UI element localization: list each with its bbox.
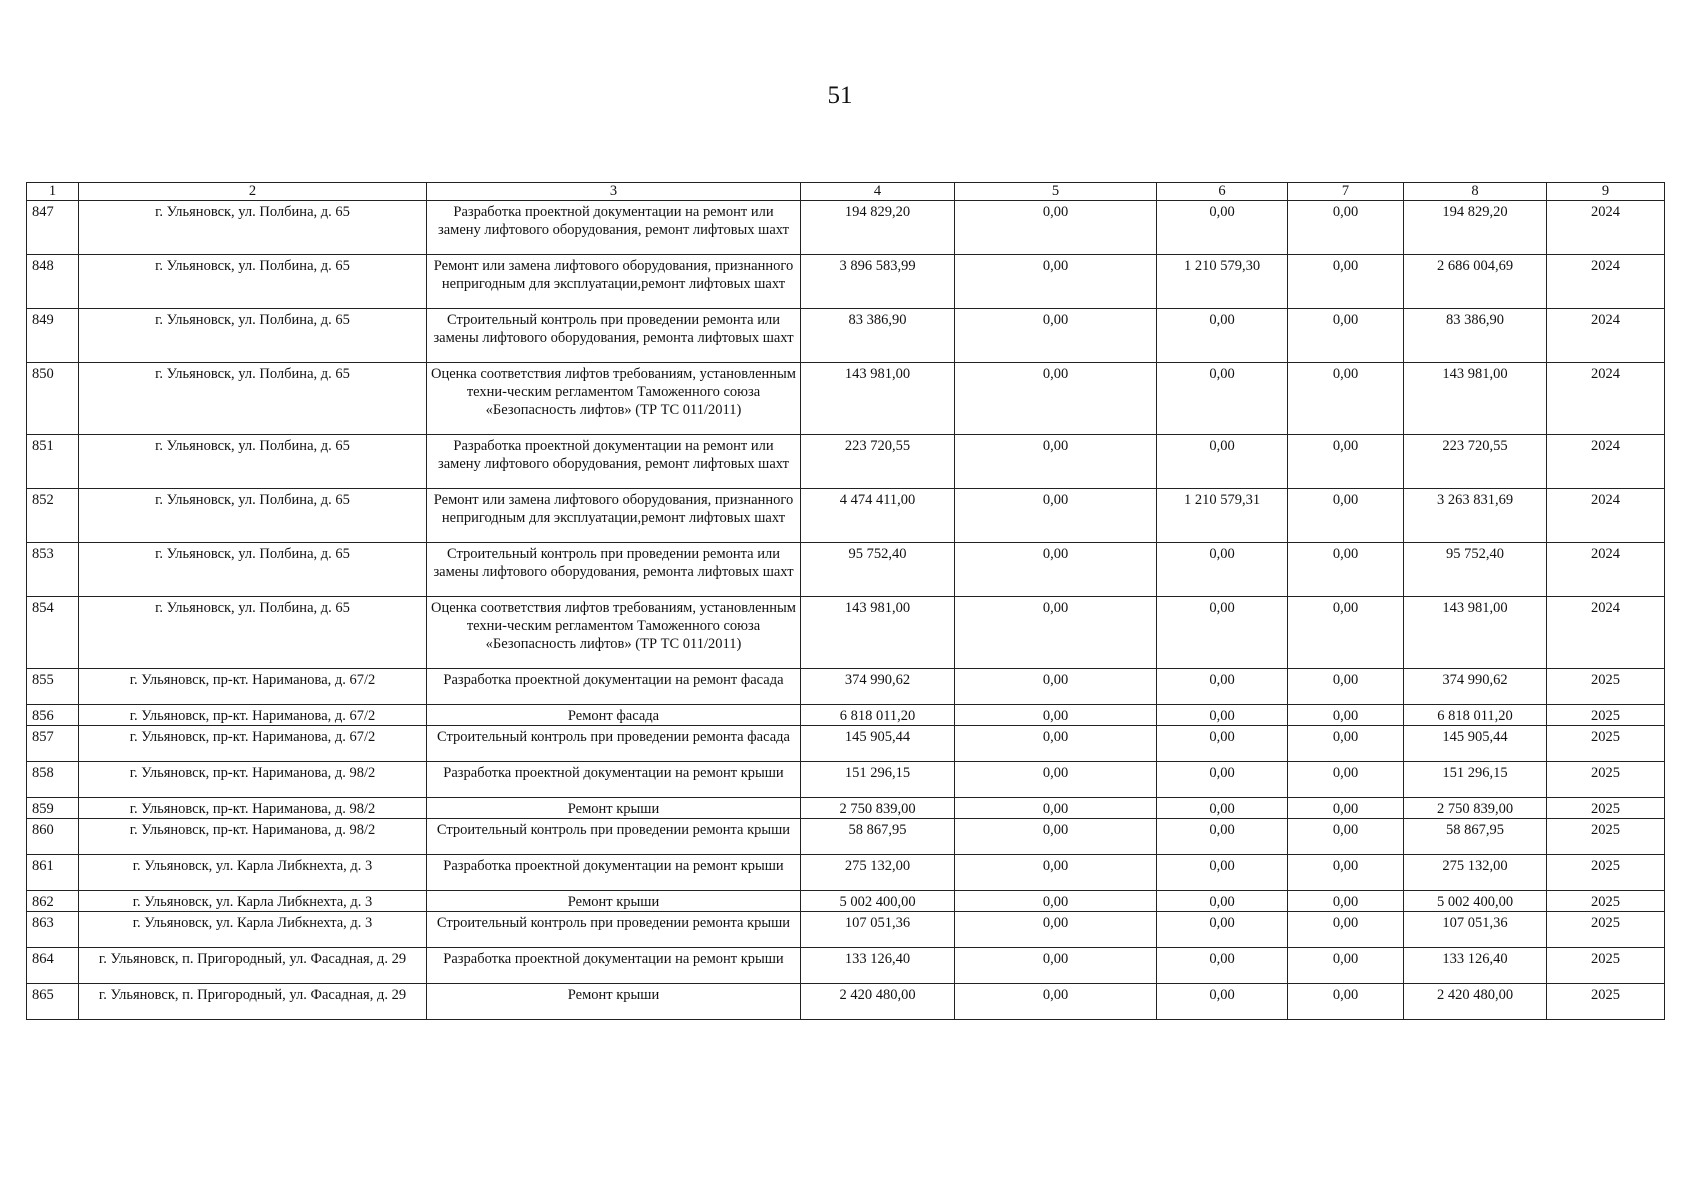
- cell-total-cost: 374 990,62: [801, 669, 955, 705]
- cell-row-number: 853: [27, 543, 79, 597]
- table-row: [27, 705, 1665, 726]
- cell-col-8-value: 133 126,40: [1404, 948, 1547, 984]
- cell-work-type: Разработка проектной документации на ремонт или замену лифтового оборудования, ремонт лифтовых шахт: [427, 201, 801, 255]
- page-number: 51: [827, 82, 853, 109]
- table-row: [27, 669, 1665, 705]
- cell-year: 2025: [1547, 855, 1665, 891]
- cell-row-number: 859: [27, 798, 79, 819]
- cell-col-6-value: 0,00: [1157, 948, 1288, 984]
- cell-col-8-value: 143 981,00: [1404, 597, 1547, 669]
- cell-col-7-value: 0,00: [1288, 489, 1404, 543]
- cell-work-type: Разработка проектной документации на ремонт крыши: [427, 948, 801, 984]
- cell-col-5-value: 0,00: [955, 255, 1157, 309]
- cell-work-type: Ремонт крыши: [427, 891, 801, 912]
- cell-row-number: 856: [27, 705, 79, 726]
- table-row: [27, 984, 1665, 1020]
- cell-col-5-value: 0,00: [955, 309, 1157, 363]
- cell-work-type: Строительный контроль при проведении ремонта или замены лифтового оборудования, ремонта лифтовых шахт: [427, 309, 801, 363]
- cell-address: г. Ульяновск, ул. Полбина, д. 65: [79, 543, 427, 597]
- cell-col-7-value: 0,00: [1288, 912, 1404, 948]
- cell-row-number: 864: [27, 948, 79, 984]
- cell-col-8-value: 2 420 480,00: [1404, 984, 1547, 1020]
- cell-work-type: Разработка проектной документации на ремонт фасада: [427, 669, 801, 705]
- table-row: [27, 948, 1665, 984]
- cell-year: 2024: [1547, 363, 1665, 435]
- cell-work-type: Разработка проектной документации на ремонт крыши: [427, 762, 801, 798]
- table-row: [27, 435, 1665, 489]
- cell-row-number: 847: [27, 201, 79, 255]
- cell-work-type: Ремонт крыши: [427, 984, 801, 1020]
- cell-work-type: Ремонт или замена лифтового оборудования, признанного непригодным для эксплуатации,ремонт лифтовых шахт: [427, 489, 801, 543]
- table-row: [27, 309, 1665, 363]
- column-header-6: 6: [1157, 183, 1288, 201]
- cell-col-7-value: 0,00: [1288, 201, 1404, 255]
- table-header-row: [27, 183, 1665, 201]
- cell-col-6-value: 0,00: [1157, 762, 1288, 798]
- cell-col-7-value: 0,00: [1288, 597, 1404, 669]
- cell-col-8-value: 275 132,00: [1404, 855, 1547, 891]
- cell-row-number: 855: [27, 669, 79, 705]
- cell-col-7-value: 0,00: [1288, 435, 1404, 489]
- cell-total-cost: 58 867,95: [801, 819, 955, 855]
- cell-year: 2025: [1547, 948, 1665, 984]
- cell-col-7-value: 0,00: [1288, 726, 1404, 762]
- cell-total-cost: 95 752,40: [801, 543, 955, 597]
- works-table: [26, 182, 1665, 1020]
- cell-year: 2025: [1547, 819, 1665, 855]
- cell-total-cost: 6 818 011,20: [801, 705, 955, 726]
- cell-address: г. Ульяновск, ул. Полбина, д. 65: [79, 435, 427, 489]
- cell-col-5-value: 0,00: [955, 705, 1157, 726]
- cell-col-6-value: 0,00: [1157, 363, 1288, 435]
- cell-col-5-value: 0,00: [955, 891, 1157, 912]
- cell-address: г. Ульяновск, пр-кт. Нариманова, д. 67/2: [79, 669, 427, 705]
- table-row: [27, 762, 1665, 798]
- cell-address: г. Ульяновск, п. Пригородный, ул. Фасадная, д. 29: [79, 948, 427, 984]
- cell-row-number: 858: [27, 762, 79, 798]
- cell-col-8-value: 5 002 400,00: [1404, 891, 1547, 912]
- table-row: [27, 255, 1665, 309]
- cell-row-number: 860: [27, 819, 79, 855]
- cell-address: г. Ульяновск, ул. Полбина, д. 65: [79, 201, 427, 255]
- cell-total-cost: 145 905,44: [801, 726, 955, 762]
- cell-year: 2025: [1547, 669, 1665, 705]
- cell-col-5-value: 0,00: [955, 363, 1157, 435]
- cell-address: г. Ульяновск, пр-кт. Нариманова, д. 98/2: [79, 762, 427, 798]
- cell-col-7-value: 0,00: [1288, 948, 1404, 984]
- cell-col-6-value: 0,00: [1157, 984, 1288, 1020]
- cell-col-7-value: 0,00: [1288, 669, 1404, 705]
- cell-row-number: 857: [27, 726, 79, 762]
- cell-row-number: 849: [27, 309, 79, 363]
- cell-col-5-value: 0,00: [955, 798, 1157, 819]
- cell-total-cost: 107 051,36: [801, 912, 955, 948]
- cell-address: г. Ульяновск, пр-кт. Нариманова, д. 67/2: [79, 705, 427, 726]
- cell-col-5-value: 0,00: [955, 543, 1157, 597]
- column-header-3: 3: [427, 183, 801, 201]
- cell-address: г. Ульяновск, ул. Полбина, д. 65: [79, 489, 427, 543]
- table-row: [27, 855, 1665, 891]
- cell-row-number: 852: [27, 489, 79, 543]
- cell-address: г. Ульяновск, ул. Полбина, д. 65: [79, 309, 427, 363]
- cell-row-number: 862: [27, 891, 79, 912]
- cell-address: г. Ульяновск, ул. Карла Либкнехта, д. 3: [79, 912, 427, 948]
- cell-col-8-value: 2 750 839,00: [1404, 798, 1547, 819]
- cell-col-5-value: 0,00: [955, 819, 1157, 855]
- cell-col-8-value: 3 263 831,69: [1404, 489, 1547, 543]
- cell-col-5-value: 0,00: [955, 948, 1157, 984]
- cell-work-type: Строительный контроль при проведении ремонта или замены лифтового оборудования, ремонта лифтовых шахт: [427, 543, 801, 597]
- cell-row-number: 865: [27, 984, 79, 1020]
- column-header-1: 1: [27, 183, 79, 201]
- cell-address: г. Ульяновск, п. Пригородный, ул. Фасадная, д. 29: [79, 984, 427, 1020]
- cell-row-number: 850: [27, 363, 79, 435]
- cell-col-7-value: 0,00: [1288, 855, 1404, 891]
- cell-work-type: Строительный контроль при проведении ремонта крыши: [427, 912, 801, 948]
- cell-year: 2024: [1547, 597, 1665, 669]
- cell-work-type: Оценка соответствия лифтов требованиям, установленным техни-ческим регламентом Таможенного союза «Безопасность лифтов» (ТР ТС 011/2011): [427, 597, 801, 669]
- cell-year: 2024: [1547, 201, 1665, 255]
- cell-col-7-value: 0,00: [1288, 891, 1404, 912]
- cell-col-7-value: 0,00: [1288, 762, 1404, 798]
- cell-address: г. Ульяновск, ул. Полбина, д. 65: [79, 597, 427, 669]
- cell-col-7-value: 0,00: [1288, 363, 1404, 435]
- table-row: [27, 891, 1665, 912]
- cell-col-6-value: 0,00: [1157, 669, 1288, 705]
- cell-work-type: Строительный контроль при проведении ремонта крыши: [427, 819, 801, 855]
- cell-year: 2024: [1547, 543, 1665, 597]
- cell-col-8-value: 107 051,36: [1404, 912, 1547, 948]
- cell-work-type: Разработка проектной документации на ремонт крыши: [427, 855, 801, 891]
- cell-col-6-value: 0,00: [1157, 912, 1288, 948]
- cell-year: 2025: [1547, 798, 1665, 819]
- cell-address: г. Ульяновск, ул. Полбина, д. 65: [79, 255, 427, 309]
- cell-total-cost: 3 896 583,99: [801, 255, 955, 309]
- cell-col-8-value: 374 990,62: [1404, 669, 1547, 705]
- cell-col-5-value: 0,00: [955, 762, 1157, 798]
- cell-col-7-value: 0,00: [1288, 705, 1404, 726]
- cell-col-8-value: 151 296,15: [1404, 762, 1547, 798]
- cell-col-5-value: 0,00: [955, 435, 1157, 489]
- cell-col-5-value: 0,00: [955, 855, 1157, 891]
- cell-work-type: Ремонт фасада: [427, 705, 801, 726]
- cell-col-5-value: 0,00: [955, 726, 1157, 762]
- column-header-9: 9: [1547, 183, 1665, 201]
- cell-work-type: Разработка проектной документации на ремонт или замену лифтового оборудования, ремонт лифтовых шахт: [427, 435, 801, 489]
- column-header-7: 7: [1288, 183, 1404, 201]
- table-row: [27, 363, 1665, 435]
- cell-col-6-value: 0,00: [1157, 798, 1288, 819]
- cell-col-5-value: 0,00: [955, 912, 1157, 948]
- table-row: [27, 912, 1665, 948]
- cell-col-6-value: 0,00: [1157, 891, 1288, 912]
- cell-address: г. Ульяновск, пр-кт. Нариманова, д. 98/2: [79, 819, 427, 855]
- cell-col-6-value: 0,00: [1157, 543, 1288, 597]
- column-header-5: 5: [955, 183, 1157, 201]
- cell-col-7-value: 0,00: [1288, 255, 1404, 309]
- cell-year: 2025: [1547, 891, 1665, 912]
- cell-total-cost: 83 386,90: [801, 309, 955, 363]
- cell-total-cost: 151 296,15: [801, 762, 955, 798]
- cell-total-cost: 2 750 839,00: [801, 798, 955, 819]
- cell-address: г. Ульяновск, пр-кт. Нариманова, д. 98/2: [79, 798, 427, 819]
- column-header-4: 4: [801, 183, 955, 201]
- column-header-8: 8: [1404, 183, 1547, 201]
- cell-col-8-value: 223 720,55: [1404, 435, 1547, 489]
- cell-col-8-value: 95 752,40: [1404, 543, 1547, 597]
- cell-year: 2025: [1547, 912, 1665, 948]
- cell-year: 2024: [1547, 435, 1665, 489]
- cell-col-7-value: 0,00: [1288, 543, 1404, 597]
- cell-row-number: 851: [27, 435, 79, 489]
- cell-col-5-value: 0,00: [955, 201, 1157, 255]
- cell-col-8-value: 2 686 004,69: [1404, 255, 1547, 309]
- cell-col-8-value: 83 386,90: [1404, 309, 1547, 363]
- cell-col-5-value: 0,00: [955, 669, 1157, 705]
- cell-col-7-value: 0,00: [1288, 309, 1404, 363]
- cell-year: 2025: [1547, 705, 1665, 726]
- cell-total-cost: 223 720,55: [801, 435, 955, 489]
- cell-col-6-value: 0,00: [1157, 201, 1288, 255]
- cell-col-5-value: 0,00: [955, 489, 1157, 543]
- table-row: [27, 201, 1665, 255]
- cell-col-8-value: 6 818 011,20: [1404, 705, 1547, 726]
- cell-total-cost: 133 126,40: [801, 948, 955, 984]
- cell-year: 2024: [1547, 309, 1665, 363]
- cell-row-number: 848: [27, 255, 79, 309]
- cell-col-6-value: 0,00: [1157, 597, 1288, 669]
- table-row: [27, 543, 1665, 597]
- cell-col-8-value: 58 867,95: [1404, 819, 1547, 855]
- cell-col-6-value: 1 210 579,31: [1157, 489, 1288, 543]
- cell-col-8-value: 194 829,20: [1404, 201, 1547, 255]
- column-header-2: 2: [79, 183, 427, 201]
- cell-year: 2025: [1547, 984, 1665, 1020]
- cell-year: 2025: [1547, 762, 1665, 798]
- cell-year: 2024: [1547, 489, 1665, 543]
- table-row: [27, 489, 1665, 543]
- cell-col-5-value: 0,00: [955, 597, 1157, 669]
- cell-col-6-value: 0,00: [1157, 855, 1288, 891]
- table-row: [27, 819, 1665, 855]
- cell-work-type: Оценка соответствия лифтов требованиям, установленным техни-ческим регламентом Таможенного союза «Безопасность лифтов» (ТР ТС 011/2011): [427, 363, 801, 435]
- cell-col-6-value: 0,00: [1157, 705, 1288, 726]
- cell-col-8-value: 145 905,44: [1404, 726, 1547, 762]
- cell-work-type: Ремонт или замена лифтового оборудования, признанного непригодным для эксплуатации,ремонт лифтовых шахт: [427, 255, 801, 309]
- table-row: [27, 597, 1665, 669]
- cell-col-6-value: 0,00: [1157, 435, 1288, 489]
- cell-col-6-value: 0,00: [1157, 726, 1288, 762]
- cell-total-cost: 4 474 411,00: [801, 489, 955, 543]
- cell-address: г. Ульяновск, ул. Полбина, д. 65: [79, 363, 427, 435]
- cell-work-type: Строительный контроль при проведении ремонта фасада: [427, 726, 801, 762]
- cell-row-number: 863: [27, 912, 79, 948]
- cell-address: г. Ульяновск, ул. Карла Либкнехта, д. 3: [79, 891, 427, 912]
- cell-col-8-value: 143 981,00: [1404, 363, 1547, 435]
- cell-col-5-value: 0,00: [955, 984, 1157, 1020]
- cell-col-7-value: 0,00: [1288, 984, 1404, 1020]
- cell-col-6-value: 0,00: [1157, 309, 1288, 363]
- cell-work-type: Ремонт крыши: [427, 798, 801, 819]
- cell-total-cost: 275 132,00: [801, 855, 955, 891]
- cell-address: г. Ульяновск, пр-кт. Нариманова, д. 67/2: [79, 726, 427, 762]
- cell-col-7-value: 0,00: [1288, 819, 1404, 855]
- cell-col-6-value: 1 210 579,30: [1157, 255, 1288, 309]
- table-row: [27, 726, 1665, 762]
- cell-col-6-value: 0,00: [1157, 819, 1288, 855]
- cell-total-cost: 194 829,20: [801, 201, 955, 255]
- cell-row-number: 854: [27, 597, 79, 669]
- cell-year: 2025: [1547, 726, 1665, 762]
- cell-address: г. Ульяновск, ул. Карла Либкнехта, д. 3: [79, 855, 427, 891]
- table-row: [27, 798, 1665, 819]
- cell-total-cost: 143 981,00: [801, 597, 955, 669]
- cell-total-cost: 5 002 400,00: [801, 891, 955, 912]
- cell-total-cost: 143 981,00: [801, 363, 955, 435]
- cell-col-7-value: 0,00: [1288, 798, 1404, 819]
- cell-year: 2024: [1547, 255, 1665, 309]
- cell-row-number: 861: [27, 855, 79, 891]
- cell-total-cost: 2 420 480,00: [801, 984, 955, 1020]
